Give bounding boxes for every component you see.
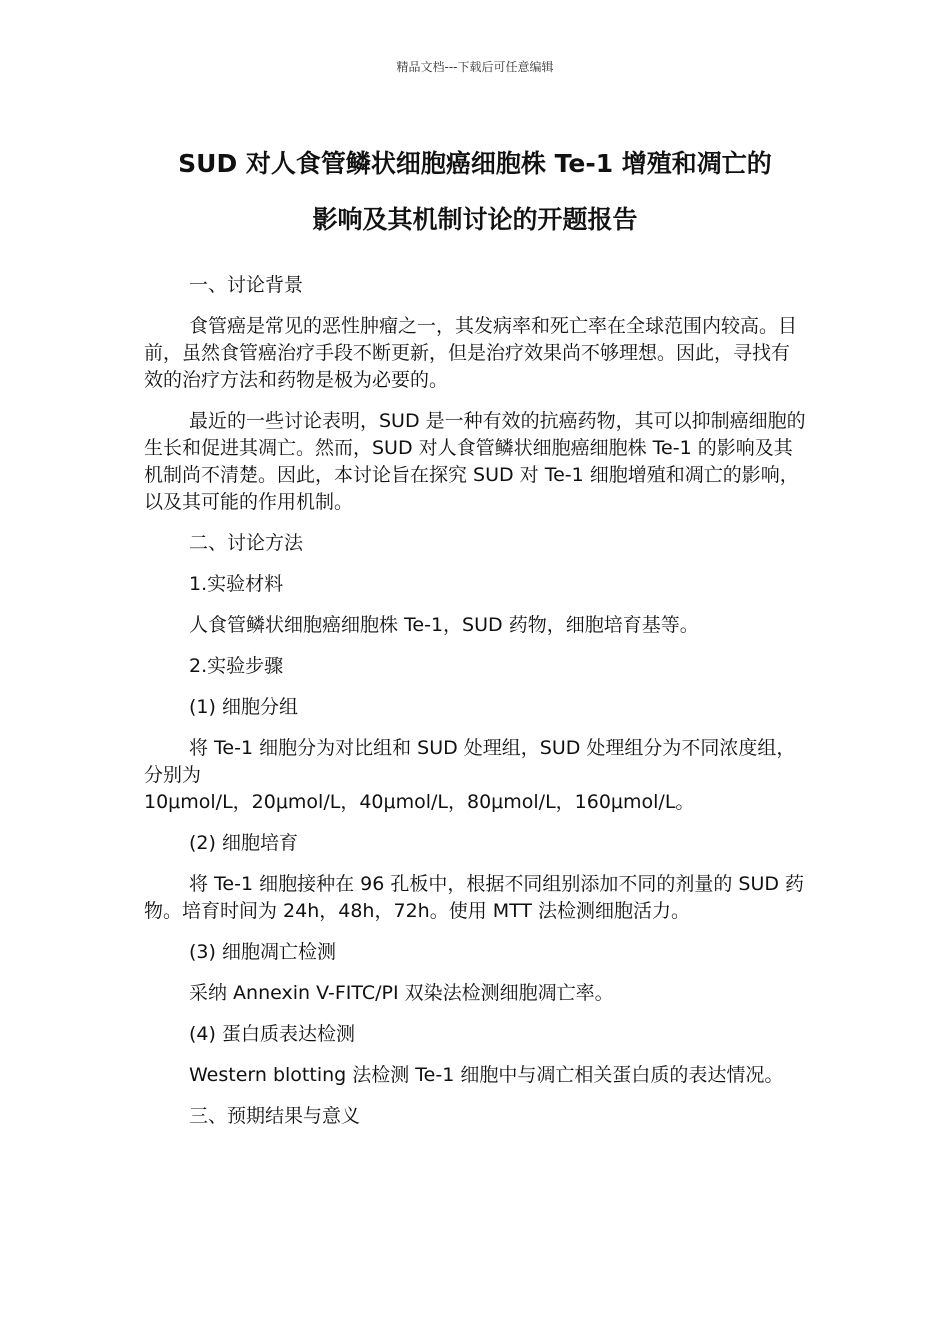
document-title: [120, 136, 830, 248]
title-line-2: 影响及其机制讨论的开题报告: [312, 205, 638, 234]
step-1-text: [144, 735, 806, 816]
materials-text: 人食管鳞状细胞癌细胞株 Te-1，SUD 药物，细胞培育基等。: [189, 614, 699, 636]
section-3-heading: 三、预期结果与意义: [189, 1105, 361, 1127]
section-1-paragraph-1: 食管癌是常见的恶性肿瘤之一，其发病率和死亡率在全球范围内较高。目前，虽然食管癌治疗手段不断更新，但是治疗效果尚不够理想。因此，寻找有效的治疗方法和药物是极为必要的。: [144, 315, 798, 391]
step-1-text-part-a: 将 Te-1 细胞分为对比组和 SUD 处理组，SUD 处理组分为不同浓度组，分别为: [144, 737, 796, 786]
step-4-text: Western blotting 法检测 Te-1 细胞中与凋亡相关蛋白质的表达情况。: [189, 1064, 784, 1086]
steps-heading: 2.实验步骤: [189, 655, 284, 677]
section-1-paragraph-2: 最近的一些讨论表明，SUD 是一种有效的抗癌药物，其可以抑制癌细胞的生长和促进其凋亡。然而，SUD 对人食管鳞状细胞癌细胞株 Te-1 的影响及其机制尚不清楚。因此，本讨论旨在探究 SUD 对 Te-1 细胞增殖和凋亡的影响，以及其可能的作用机制。: [144, 410, 806, 513]
section-1-heading: 一、讨论背景: [189, 274, 304, 296]
page-header-note: 精品文档---下载后可任意编辑: [396, 60, 554, 74]
materials-heading: 1.实验材料: [189, 573, 284, 595]
step-1-heading: (1) 细胞分组: [189, 696, 298, 718]
step-3-text: 采纳 Annexin V-FITC/PI 双染法检测细胞凋亡率。: [189, 982, 614, 1004]
step-3-heading: (3) 细胞凋亡检测: [189, 941, 336, 963]
title-line-1: SUD 对人食管鳞状细胞癌细胞株 Te-1 增殖和凋亡的: [178, 149, 772, 178]
step-4-heading: (4) 蛋白质表达检测: [189, 1023, 355, 1045]
section-2-heading: 二、讨论方法: [189, 532, 304, 554]
step-2-heading: (2) 细胞培育: [189, 832, 298, 854]
step-2-text: 将 Te-1 细胞接种在 96 孔板中，根据不同组别添加不同的剂量的 SUD 药物。培育时间为 24h，48h，72h。使用 MTT 法检测细胞活力。: [144, 873, 805, 922]
document-body: [144, 272, 806, 1144]
step-1-text-part-b: 10μmol/L，20μmol/L，40μmol/L，80μmol/L，160μmol/L。: [144, 791, 695, 813]
